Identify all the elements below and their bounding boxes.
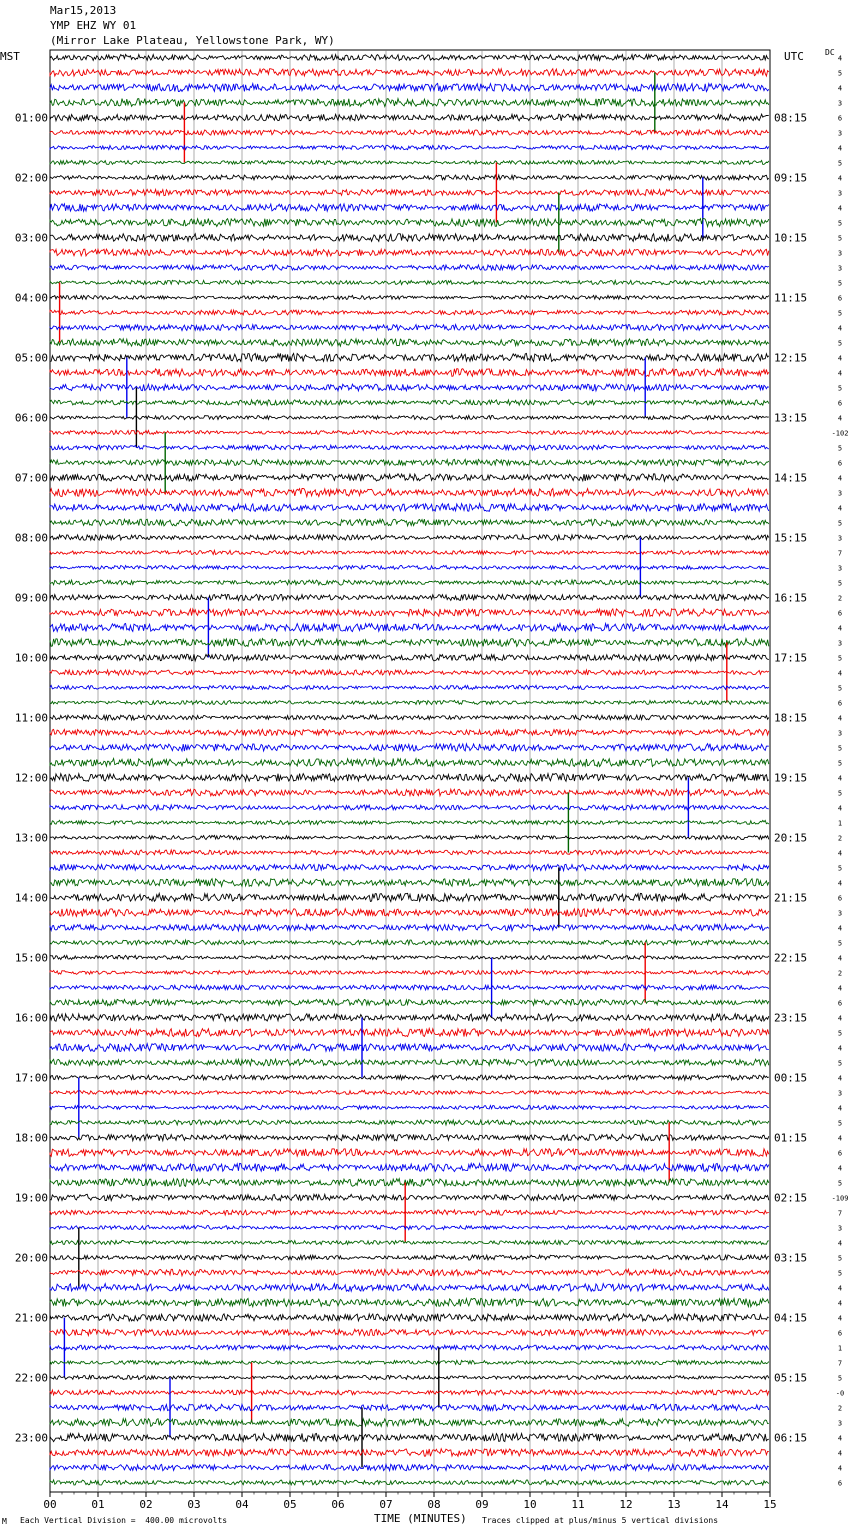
dc-offset-label: 4 bbox=[837, 54, 843, 63]
trace-row bbox=[50, 985, 769, 990]
dc-offset-label: 6 bbox=[837, 999, 843, 1008]
x-tick-label: 14 bbox=[715, 1498, 729, 1511]
dc-offset-label: 5 bbox=[837, 519, 843, 528]
trace-row bbox=[50, 1075, 769, 1080]
dc-offset-label: 3 bbox=[837, 489, 843, 498]
dc-offset-label: 3 bbox=[837, 264, 843, 273]
dc-offset-label: 4 bbox=[837, 879, 843, 888]
dc-offset-label: 5 bbox=[837, 279, 843, 288]
trace-row bbox=[50, 445, 769, 450]
trace-row bbox=[50, 189, 769, 195]
trace-row bbox=[50, 654, 769, 661]
trace-row bbox=[50, 369, 769, 377]
trace-row bbox=[50, 1419, 769, 1427]
trace-row bbox=[50, 789, 769, 796]
trace-row bbox=[50, 835, 769, 839]
dc-offset-label: 5 bbox=[837, 1254, 843, 1263]
dc-offset-label: 5 bbox=[837, 789, 843, 798]
trace-row bbox=[50, 384, 769, 391]
trace-row bbox=[50, 535, 769, 540]
dc-offset-label: 3 bbox=[837, 1089, 843, 1098]
station-location: (Mirror Lake Plateau, Yellowstone Park, WY) bbox=[50, 34, 335, 47]
dc-offset-label: 7 bbox=[837, 1209, 843, 1218]
dc-offset-label: 4 bbox=[837, 324, 843, 333]
dc-offset-label: 4 bbox=[837, 669, 843, 678]
trace-row bbox=[50, 353, 769, 361]
right-hour-label: 19:15 bbox=[774, 771, 808, 785]
right-hour-label: 21:15 bbox=[774, 891, 808, 905]
clip-note: Traces clipped at plus/minus 5 vertical divisions bbox=[482, 1516, 719, 1525]
trace-row bbox=[50, 550, 769, 554]
dc-offset-label: 3 bbox=[837, 534, 843, 543]
trace-row bbox=[50, 504, 769, 512]
dc-offset-label: 4 bbox=[837, 354, 843, 363]
x-tick-label: 00 bbox=[43, 1498, 57, 1511]
dc-offset-label: 5 bbox=[837, 384, 843, 393]
left-hour-label: 02:00 bbox=[14, 171, 48, 185]
right-hour-label: 22:15 bbox=[774, 951, 808, 965]
x-tick-label: 01 bbox=[91, 1498, 105, 1511]
left-hour-label: 12:00 bbox=[14, 771, 48, 785]
dc-offset-label: 3 bbox=[837, 99, 843, 108]
trace-row bbox=[50, 1014, 769, 1022]
right-hour-label: 11:15 bbox=[774, 291, 808, 305]
trace-row bbox=[50, 280, 769, 284]
left-hour-label: 05:00 bbox=[14, 351, 48, 365]
dc-offset-label: 7 bbox=[837, 549, 843, 558]
trace-row bbox=[50, 685, 769, 689]
dc-offset-label: 5 bbox=[837, 759, 843, 768]
trace-row bbox=[50, 729, 769, 735]
trace-row bbox=[50, 1163, 769, 1171]
trace-row bbox=[50, 295, 769, 299]
trace-row bbox=[50, 130, 769, 135]
trace-row bbox=[50, 204, 769, 211]
dc-offset-label: 5 bbox=[837, 69, 843, 78]
x-tick-label: 12 bbox=[619, 1498, 633, 1511]
dc-offset-label: 2 bbox=[837, 594, 843, 603]
left-hour-label: 01:00 bbox=[14, 111, 48, 125]
x-tick-label: 04 bbox=[235, 1498, 249, 1511]
dc-offset-label: 4 bbox=[837, 774, 843, 783]
right-hour-label: 14:15 bbox=[774, 471, 808, 485]
dc-offset-label: 5 bbox=[837, 1119, 843, 1128]
left-hour-label: 06:00 bbox=[14, 411, 48, 425]
dc-offset-label: 5 bbox=[837, 339, 843, 348]
trace-row bbox=[50, 99, 769, 107]
right-hour-label: 17:15 bbox=[774, 651, 808, 665]
dc-offset-label: 4 bbox=[837, 504, 843, 513]
trace-row bbox=[50, 1225, 769, 1229]
trace-row bbox=[50, 1028, 769, 1036]
trace-row bbox=[50, 1480, 769, 1485]
dc-offset-label: 4 bbox=[837, 804, 843, 813]
trace-row bbox=[50, 1390, 769, 1395]
trace-row bbox=[50, 1090, 769, 1094]
dc-offset-label: 5 bbox=[837, 234, 843, 243]
left-hour-label: 17:00 bbox=[14, 1071, 48, 1085]
trace-row bbox=[50, 805, 769, 810]
dc-offset-label: 6 bbox=[837, 1149, 843, 1158]
left-hour-label: 10:00 bbox=[14, 651, 48, 665]
right-hour-label: 13:15 bbox=[774, 411, 808, 425]
dc-offset-label: 6 bbox=[837, 1329, 843, 1338]
right-hour-label: 00:15 bbox=[774, 1071, 808, 1085]
right-hour-label: 04:15 bbox=[774, 1311, 808, 1325]
dc-offset-label: 4 bbox=[837, 474, 843, 483]
dc-offset-label: 4 bbox=[837, 1164, 843, 1173]
right-hour-label: 12:15 bbox=[774, 351, 808, 365]
dc-offset-label: -102 bbox=[831, 429, 849, 438]
trace-row bbox=[50, 1194, 769, 1200]
trace-row bbox=[50, 1134, 769, 1140]
trace-row bbox=[50, 1449, 769, 1457]
trace-row bbox=[50, 1375, 769, 1379]
left-hour-label: 20:00 bbox=[14, 1251, 48, 1265]
left-hour-label: 21:00 bbox=[14, 1311, 48, 1325]
dc-offset-label: 4 bbox=[837, 1074, 843, 1083]
dc-offset-label: 4 bbox=[837, 1314, 843, 1323]
dc-offset-label: 4 bbox=[837, 144, 843, 153]
trace-row bbox=[50, 488, 769, 496]
trace-row bbox=[50, 580, 769, 585]
dc-offset-label: 5 bbox=[837, 1059, 843, 1068]
dc-offset-label: 5 bbox=[837, 654, 843, 663]
trace-row bbox=[50, 893, 769, 901]
dc-offset-label: 5 bbox=[837, 1374, 843, 1383]
dc-offset-label: -0 bbox=[835, 1389, 845, 1398]
trace-row bbox=[50, 1149, 769, 1157]
trace-row bbox=[50, 69, 769, 76]
dc-offset-label: 6 bbox=[837, 459, 843, 468]
dc-offset-label: 4 bbox=[837, 1104, 843, 1113]
trace-row bbox=[50, 175, 769, 180]
trace-row bbox=[50, 1120, 769, 1125]
dc-offset-label: 4 bbox=[837, 414, 843, 423]
dc-offset-label: 4 bbox=[837, 84, 843, 93]
trace-row bbox=[50, 623, 769, 631]
x-tick-label: 09 bbox=[475, 1498, 489, 1511]
trace-row bbox=[50, 114, 769, 121]
dc-offset-label: 5 bbox=[837, 1269, 843, 1278]
dc-offset-label: 4 bbox=[837, 1434, 843, 1443]
right-hour-label: 01:15 bbox=[774, 1131, 808, 1145]
trace-row bbox=[50, 1360, 769, 1364]
left-hour-label: 08:00 bbox=[14, 531, 48, 545]
dc-offset-label: 5 bbox=[837, 309, 843, 318]
dc-offset-label: 5 bbox=[837, 1029, 843, 1038]
left-hour-label: 14:00 bbox=[14, 891, 48, 905]
trace-row bbox=[50, 1345, 769, 1350]
trace-row bbox=[50, 1329, 769, 1335]
dc-offset-label: 6 bbox=[837, 1479, 843, 1488]
trace-row bbox=[50, 864, 769, 870]
dc-offset-label: 4 bbox=[837, 1239, 843, 1248]
left-hour-label: 04:00 bbox=[14, 291, 48, 305]
trace-row bbox=[50, 758, 769, 766]
trace-row bbox=[50, 1059, 769, 1066]
trace-row bbox=[50, 1298, 769, 1306]
x-axis-label: TIME (MINUTES) bbox=[374, 1512, 467, 1525]
trace-row bbox=[50, 970, 769, 974]
left-hour-label: 23:00 bbox=[14, 1431, 48, 1445]
trace-row bbox=[50, 1240, 769, 1244]
trace-row bbox=[50, 1255, 769, 1260]
trace-row bbox=[50, 594, 769, 600]
right-hour-label: 08:15 bbox=[774, 111, 808, 125]
right-hour-label: 23:15 bbox=[774, 1011, 808, 1025]
trace-row bbox=[50, 324, 769, 330]
trace-row bbox=[50, 145, 769, 149]
trace-row bbox=[50, 639, 769, 647]
dc-offset-header: DC bbox=[825, 48, 835, 57]
x-tick-label: 08 bbox=[427, 1498, 441, 1511]
trace-row bbox=[50, 820, 769, 824]
trace-row bbox=[50, 715, 769, 720]
dc-offset-label: -109 bbox=[831, 1194, 849, 1203]
plot-date: Mar15,2013 bbox=[50, 4, 117, 17]
trace-row bbox=[50, 1314, 769, 1322]
x-tick-label: 11 bbox=[571, 1498, 585, 1511]
station-code: YMP EHZ WY 01 bbox=[50, 19, 137, 32]
dc-offset-label: 4 bbox=[837, 1044, 843, 1053]
dc-offset-label: 4 bbox=[837, 954, 843, 963]
dc-offset-label: 3 bbox=[837, 564, 843, 573]
left-hour-label: 22:00 bbox=[14, 1371, 48, 1385]
x-tick-label: 02 bbox=[139, 1498, 153, 1511]
dc-offset-label: 4 bbox=[837, 1449, 843, 1458]
dc-offset-label: 4 bbox=[837, 1464, 843, 1473]
dc-offset-label: 2 bbox=[837, 1404, 843, 1413]
right-hour-label: 16:15 bbox=[774, 591, 808, 605]
trace-row bbox=[50, 1433, 769, 1441]
trace-row bbox=[50, 879, 769, 887]
dc-offset-label: 5 bbox=[837, 684, 843, 693]
trace-row bbox=[50, 1404, 769, 1410]
right-hour-label: 09:15 bbox=[774, 171, 808, 185]
trace-row bbox=[50, 1105, 769, 1109]
x-tick-label: 15 bbox=[763, 1498, 777, 1511]
trace-row bbox=[50, 519, 769, 526]
dc-offset-label: 3 bbox=[837, 189, 843, 198]
trace-row bbox=[50, 700, 769, 704]
dc-offset-label: 1 bbox=[837, 1344, 843, 1353]
trace-row bbox=[50, 744, 769, 752]
dc-offset-label: 4 bbox=[837, 714, 843, 723]
dc-offset-label: 6 bbox=[837, 699, 843, 708]
dc-offset-label: 7 bbox=[837, 1359, 843, 1368]
dc-offset-label: 5 bbox=[837, 159, 843, 168]
left-hour-label: 11:00 bbox=[14, 711, 48, 725]
right-hour-label: 03:15 bbox=[774, 1251, 808, 1265]
dc-offset-label: 6 bbox=[837, 114, 843, 123]
dc-offset-label: 3 bbox=[837, 639, 843, 648]
trace-row bbox=[50, 474, 769, 481]
trace-row bbox=[50, 924, 769, 930]
dc-offset-label: 4 bbox=[837, 849, 843, 858]
trace-row bbox=[50, 1044, 769, 1052]
trace-row bbox=[50, 234, 769, 242]
dc-offset-label: 6 bbox=[837, 399, 843, 408]
dc-offset-label: 1 bbox=[837, 819, 843, 828]
dc-offset-label: 4 bbox=[837, 624, 843, 633]
dc-offset-label: 3 bbox=[837, 909, 843, 918]
dc-offset-label: 6 bbox=[837, 294, 843, 303]
trace-row bbox=[50, 565, 769, 569]
right-hour-label: 05:15 bbox=[774, 1371, 808, 1385]
right-hour-label: 20:15 bbox=[774, 831, 808, 845]
trace-row bbox=[50, 54, 769, 60]
left-hour-label: 19:00 bbox=[14, 1191, 48, 1205]
dc-offset-label: 3 bbox=[837, 249, 843, 258]
dc-offset-label: 5 bbox=[837, 744, 843, 753]
left-hour-label: 15:00 bbox=[14, 951, 48, 965]
trace-row bbox=[50, 339, 769, 346]
trace-row bbox=[50, 940, 769, 945]
dc-offset-label: 3 bbox=[837, 1224, 843, 1233]
dc-offset-label: 4 bbox=[837, 174, 843, 183]
x-tick-label: 10 bbox=[523, 1498, 537, 1511]
left-hour-label: 18:00 bbox=[14, 1131, 48, 1145]
left-hour-label: 09:00 bbox=[14, 591, 48, 605]
dc-offset-label: 6 bbox=[837, 609, 843, 618]
trace-row bbox=[50, 430, 769, 434]
dc-offset-label: 4 bbox=[837, 1014, 843, 1023]
left-hour-label: 07:00 bbox=[14, 471, 48, 485]
vertical-scale-note: Each Vertical Division = 400.00 microvolts bbox=[20, 1516, 228, 1525]
dc-offset-label: 4 bbox=[837, 924, 843, 933]
dc-offset-label: 4 bbox=[837, 369, 843, 378]
dc-offset-label: 5 bbox=[837, 579, 843, 588]
x-tick-label: 07 bbox=[379, 1498, 393, 1511]
dc-offset-label: 4 bbox=[837, 1134, 843, 1143]
dc-offset-label: 2 bbox=[837, 834, 843, 843]
trace-row bbox=[50, 83, 769, 91]
dc-offset-label: 4 bbox=[837, 1284, 843, 1293]
dc-offset-label: 5 bbox=[837, 864, 843, 873]
x-tick-label: 06 bbox=[331, 1498, 345, 1511]
trace-row bbox=[50, 850, 769, 855]
trace-row bbox=[50, 1284, 769, 1292]
dc-offset-label: 3 bbox=[837, 129, 843, 138]
right-timezone-label: UTC bbox=[784, 50, 804, 63]
trace-row bbox=[50, 999, 769, 1005]
left-hour-label: 03:00 bbox=[14, 231, 48, 245]
x-tick-label: 13 bbox=[667, 1498, 681, 1511]
trace-row bbox=[50, 955, 769, 959]
right-hour-label: 10:15 bbox=[774, 231, 808, 245]
dc-offset-label: 3 bbox=[837, 729, 843, 738]
trace-row bbox=[50, 219, 769, 227]
left-hour-label: 16:00 bbox=[14, 1011, 48, 1025]
trace-row bbox=[50, 774, 769, 782]
trace-row bbox=[50, 1269, 769, 1275]
trace-row bbox=[50, 1210, 769, 1215]
right-hour-label: 18:15 bbox=[774, 711, 808, 725]
right-hour-label: 15:15 bbox=[774, 531, 808, 545]
x-tick-label: 05 bbox=[283, 1498, 297, 1511]
dc-offset-label: 2 bbox=[837, 969, 843, 978]
trace-row bbox=[50, 400, 769, 405]
trace-row bbox=[50, 459, 769, 465]
trace-row bbox=[50, 265, 769, 270]
right-hour-label: 02:15 bbox=[774, 1191, 808, 1205]
trace-row bbox=[50, 1464, 769, 1470]
left-hour-label: 13:00 bbox=[14, 831, 48, 845]
trace-row bbox=[50, 249, 769, 256]
trace-row bbox=[50, 909, 769, 917]
trace-row bbox=[50, 1179, 769, 1187]
trace-row bbox=[50, 670, 769, 675]
x-tick-label: 03 bbox=[187, 1498, 201, 1511]
trace-row bbox=[50, 310, 769, 315]
dc-offset-label: 3 bbox=[837, 1419, 843, 1428]
right-hour-label: 06:15 bbox=[774, 1431, 808, 1445]
trace-row bbox=[50, 415, 769, 419]
dc-offset-label: 4 bbox=[837, 204, 843, 213]
dc-offset-label: 5 bbox=[837, 939, 843, 948]
left-timezone-label: MST bbox=[0, 50, 20, 63]
dc-offset-label: 5 bbox=[837, 444, 843, 453]
trace-row bbox=[50, 609, 769, 617]
dc-offset-label: 5 bbox=[837, 1179, 843, 1188]
dc-offset-label: 4 bbox=[837, 1299, 843, 1308]
corner-mark: M bbox=[2, 1517, 7, 1526]
trace-row bbox=[50, 160, 769, 164]
dc-offset-label: 5 bbox=[837, 219, 843, 228]
dc-offset-label: 4 bbox=[837, 984, 843, 993]
dc-offset-label: 6 bbox=[837, 894, 843, 903]
